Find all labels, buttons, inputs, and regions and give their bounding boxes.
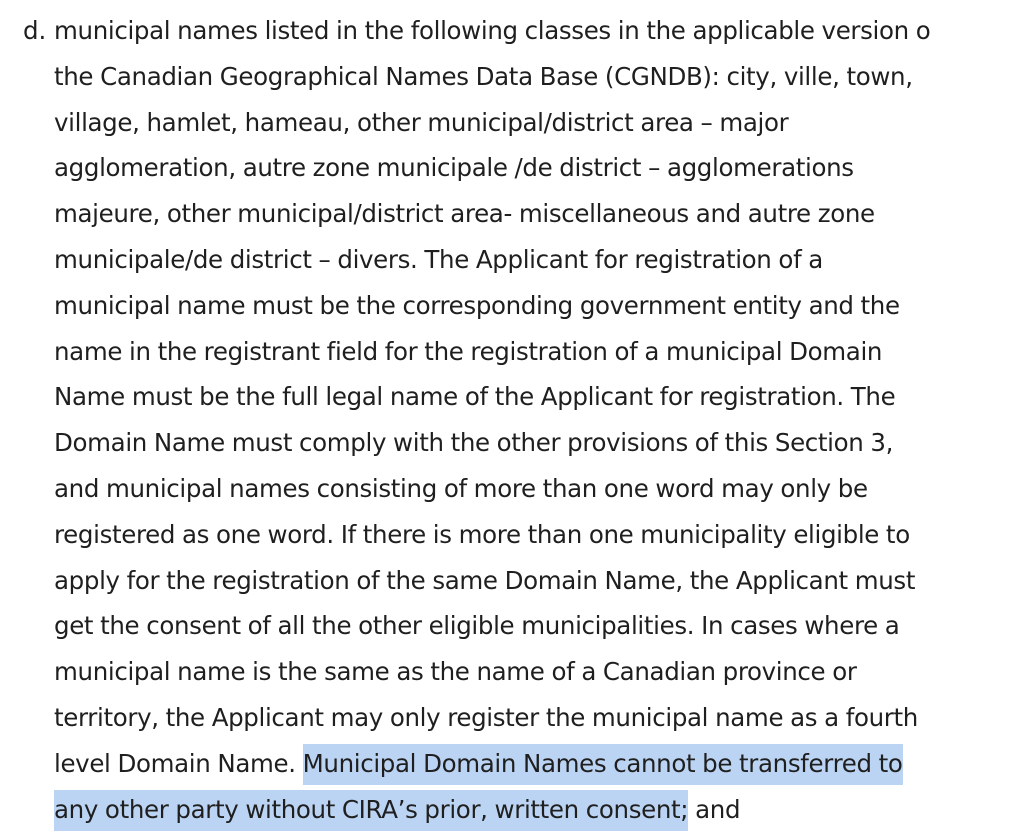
text-line-2: the Canadian Geographical Names Data Base (CGNDB): city, ville, town,: [54, 61, 913, 91]
text-line-8: name in the registrant field for the registration of a municipal Domain: [54, 336, 883, 366]
text-line-10: Domain Name must comply with the other provisions of this Section 3,: [54, 428, 894, 458]
selected-text-end: any other party without CIRA’s prior, written consent;: [54, 790, 688, 831]
text-line-13: apply for the registration of the same Domain Name, the Applicant must: [54, 565, 916, 595]
text-line-3: village, hamlet, hameau, other municipal/district area – major: [54, 107, 789, 137]
list-marker: d.: [23, 16, 47, 45]
paragraph-municipal-names: [54, 8, 1024, 832]
text-line-17-plain: level Domain Name.: [54, 748, 303, 778]
text-line-14: get the consent of all the other eligible municipalities. In cases where a: [54, 611, 900, 641]
text-line-17: [54, 741, 1024, 787]
text-line-16: territory, the Applicant may only register the municipal name as a fourth: [54, 702, 918, 732]
text-line-7: municipal name must be the corresponding government entity and the: [54, 290, 900, 320]
text-line-11: and municipal names consisting of more than one word may only be: [54, 473, 868, 503]
text-line-1: municipal names listed in the following classes in the applicable version o: [54, 16, 931, 45]
text-line-4: agglomeration, autre zone municipale /de district – agglomerations: [54, 153, 854, 183]
text-line-12: registered as one word. If there is more than one municipality eligible to: [54, 519, 910, 549]
text-line-18-plain: and: [688, 794, 741, 824]
text-line-6: municipale/de district – divers. The Applicant for registration of a: [54, 244, 823, 274]
text-line-18: [54, 787, 1024, 833]
text-line-5: majeure, other municipal/district area- miscellaneous and autre zone: [54, 199, 875, 229]
text-line-15: municipal name is the same as the name of a Canadian province or: [54, 657, 857, 687]
selected-text-start: Municipal Domain Names cannot be transferred to: [303, 744, 903, 785]
text-line-9: Name must be the full legal name of the Applicant for registration. The: [54, 382, 896, 412]
